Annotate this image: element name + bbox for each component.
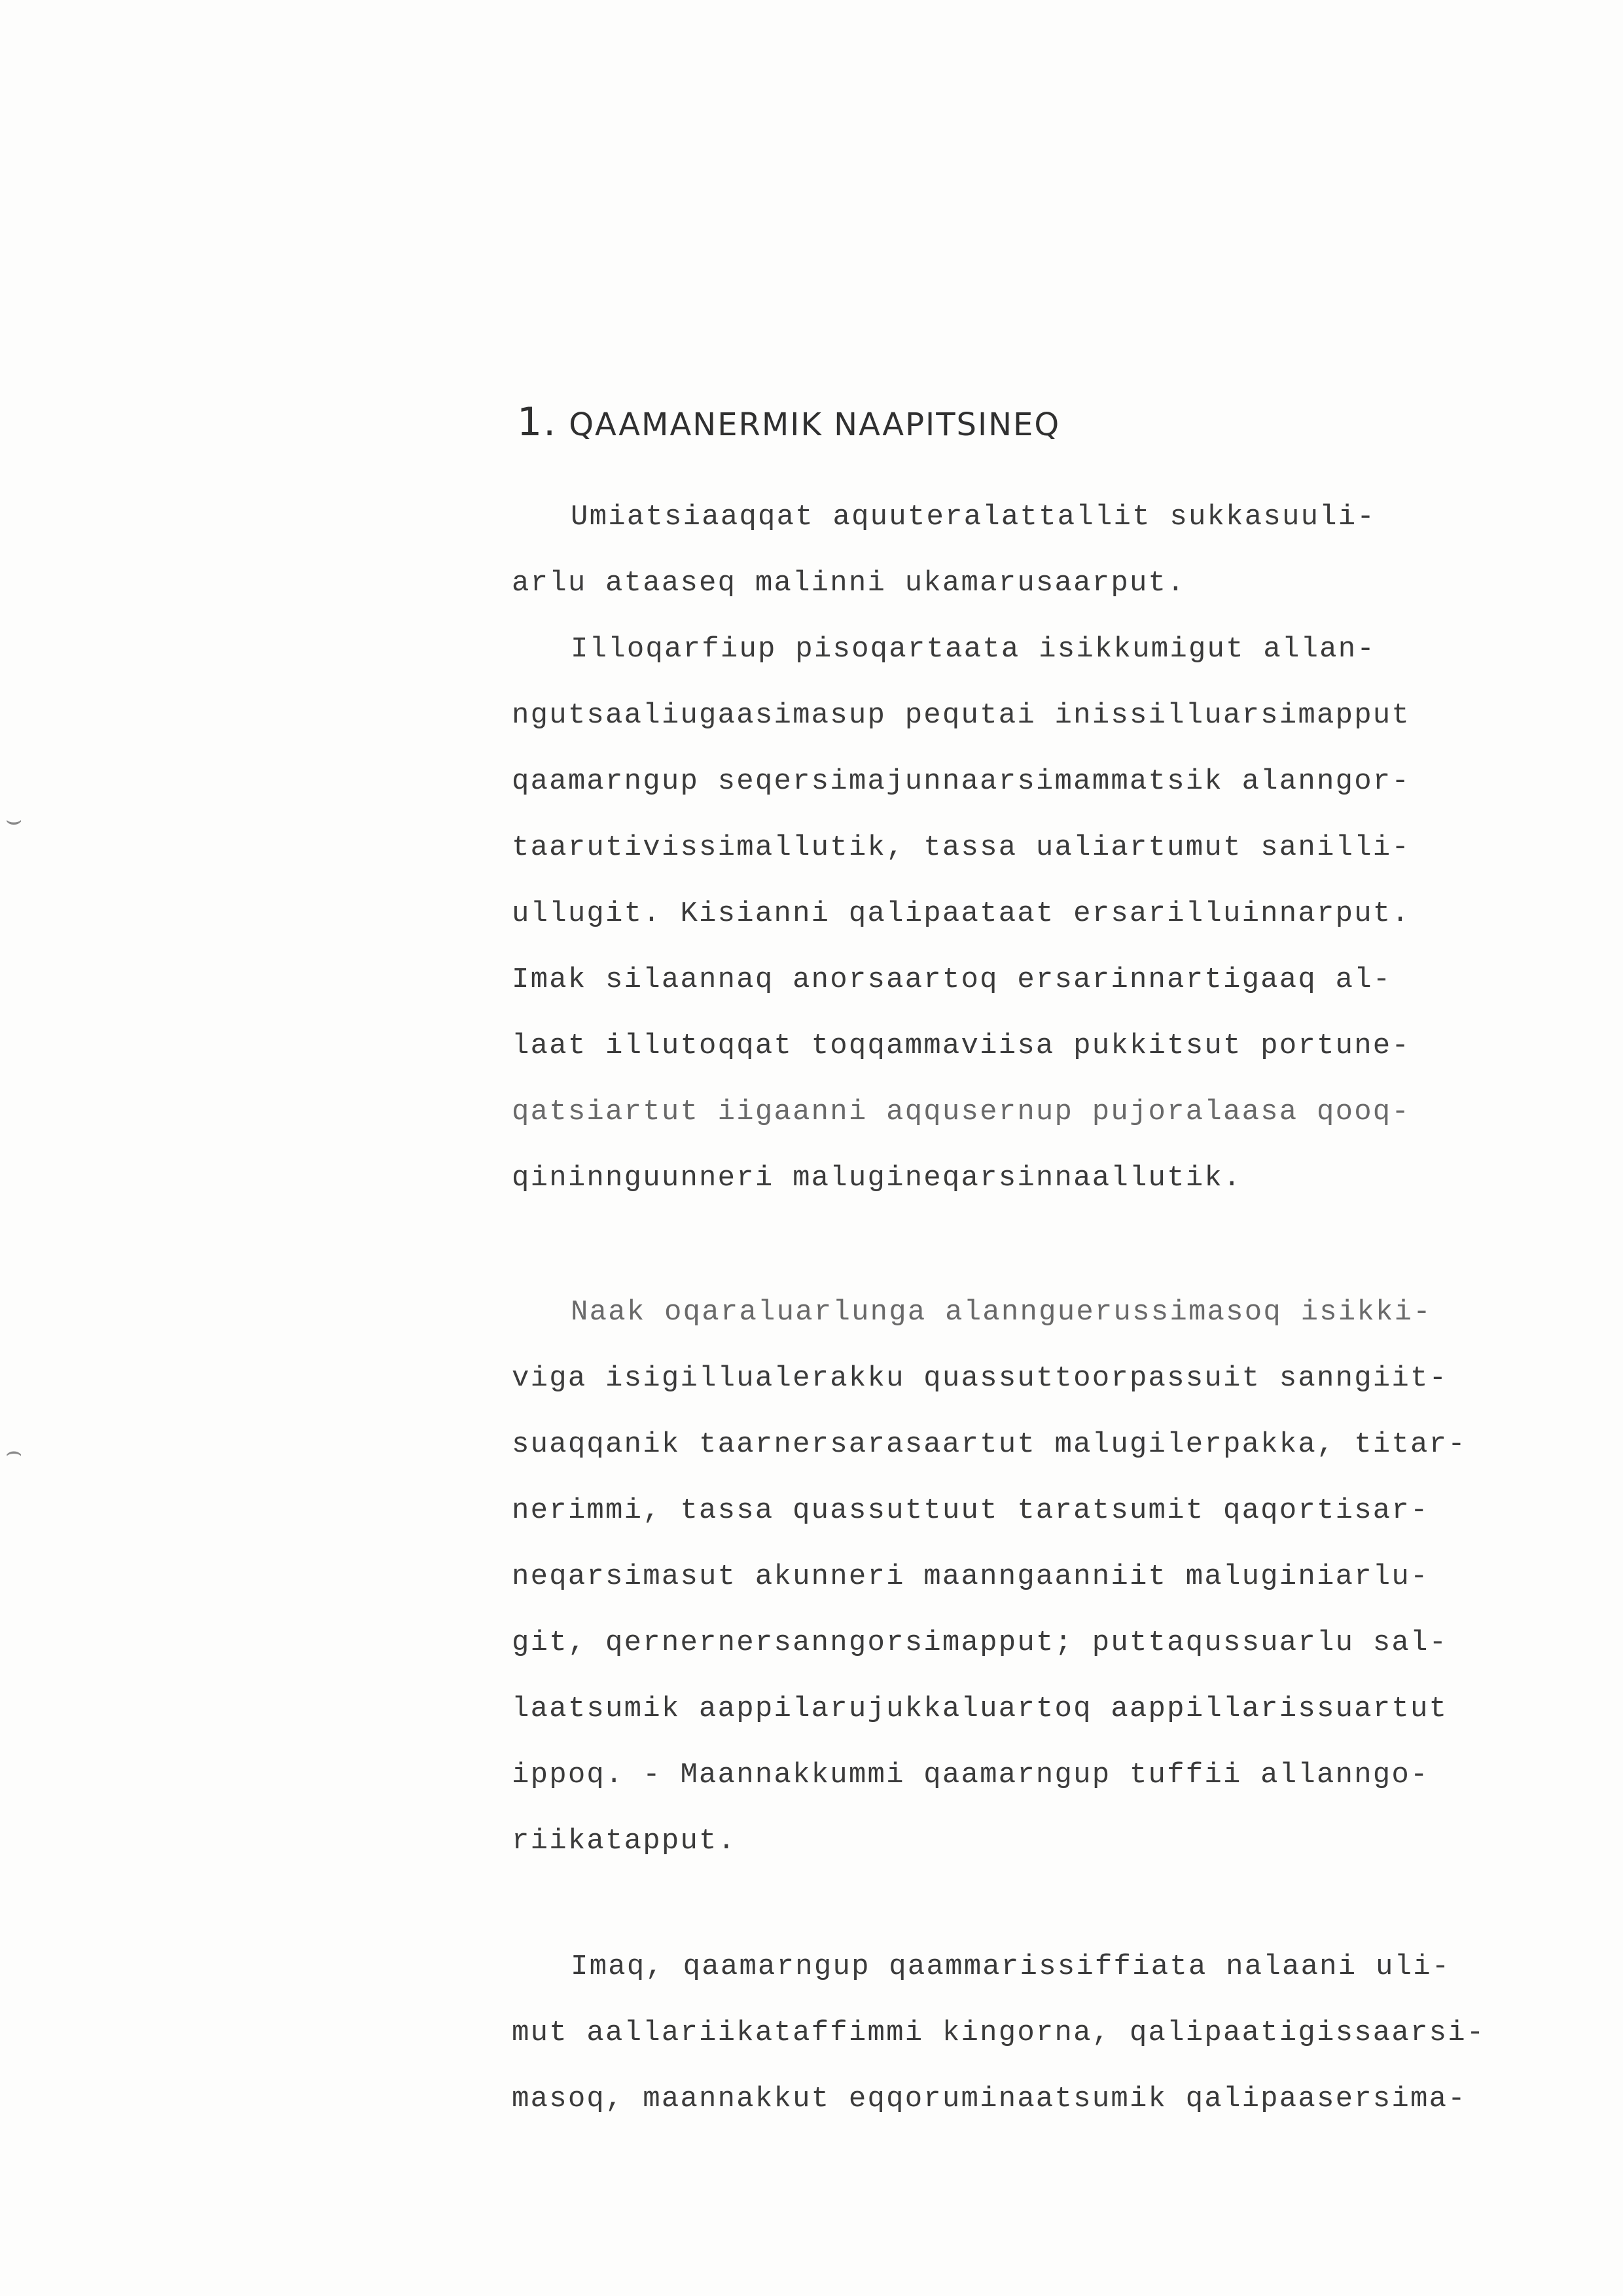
scan-artifact: ⌢	[5, 1437, 23, 1467]
section-heading	[517, 399, 1060, 445]
paragraph-1	[512, 484, 1410, 1211]
text-line: Umiatsiaaqqat aquuteralattallit sukkasuuli-	[571, 501, 1376, 533]
text-line: Illoqarfiup pisoqartaata isikkumigut allan-	[571, 633, 1376, 666]
text-line: qatsiartut iigaanni aqqusernup pujoralaasa qooq-	[512, 1096, 1411, 1128]
text-line: qaamarngup seqersimajunnaarsimammatsik alanngor-	[512, 765, 1411, 798]
text-line: ullugit. Kisianni qalipaataat ersarilluinnarput.	[512, 897, 1411, 930]
text-line: viga isigillualerakku quassuttoorpassuit sanngiit-	[512, 1362, 1448, 1395]
paragraph-2	[512, 1280, 1467, 1874]
paragraph-3	[512, 1934, 1485, 2132]
text-line: neqarsimasut akunneri maanngaanniit maluginiarlu-	[512, 1560, 1429, 1593]
scan-artifact: ⌣	[5, 805, 23, 835]
text-line: laat illutoqqat toqqammaviisa pukkitsut portune-	[512, 1030, 1411, 1062]
text-line: masoq, maannakkut eqqoruminaatsumik qalipaasersima-	[512, 2083, 1467, 2115]
text-line: nerimmi, tassa quassuttuut taratsumit qaqortisar-	[512, 1494, 1429, 1527]
text-line: qininnguunneri malugineqarsinnaallutik.	[512, 1162, 1242, 1194]
text-line: suaqqanik taarnersarasaartut malugilerpakka, titar-	[512, 1428, 1467, 1461]
text-line: Imak silaannaq anorsaartoq ersarinnartigaaq al-	[512, 963, 1392, 996]
text-line: taarutivissimallutik, tassa ualiartumut sanilli-	[512, 831, 1411, 864]
text-line: Naak oqaraluarlunga alannguerussimasoq isikki-	[571, 1296, 1432, 1329]
text-line: riikatapput.	[512, 1825, 737, 1857]
section-number: 1.	[517, 399, 558, 445]
text-line: Imaq, qaamarngup qaammarissiffiata nalaani uli-	[571, 1950, 1451, 1983]
text-line: arlu ataaseq malinni ukamarusaarput.	[512, 567, 1186, 600]
section-title: QAAMANERMIK NAAPITSINEQ	[569, 406, 1061, 443]
text-line: mut aallariikataffimmi kingorna, qalipaatigissaarsi-	[512, 2017, 1486, 2049]
text-line: ippoq. - Maannakkummi qaamarngup tuffii allanngo-	[512, 1759, 1429, 1791]
text-line: git, qernernersanngorsimapput; puttaqussuarlu sal-	[512, 1626, 1448, 1659]
text-line: ngutsaaliugaasimasup pequtai inissilluarsimapput	[512, 699, 1411, 732]
text-line: laatsumik aappilarujukkaluartoq aappillarissuartut	[512, 1693, 1448, 1725]
